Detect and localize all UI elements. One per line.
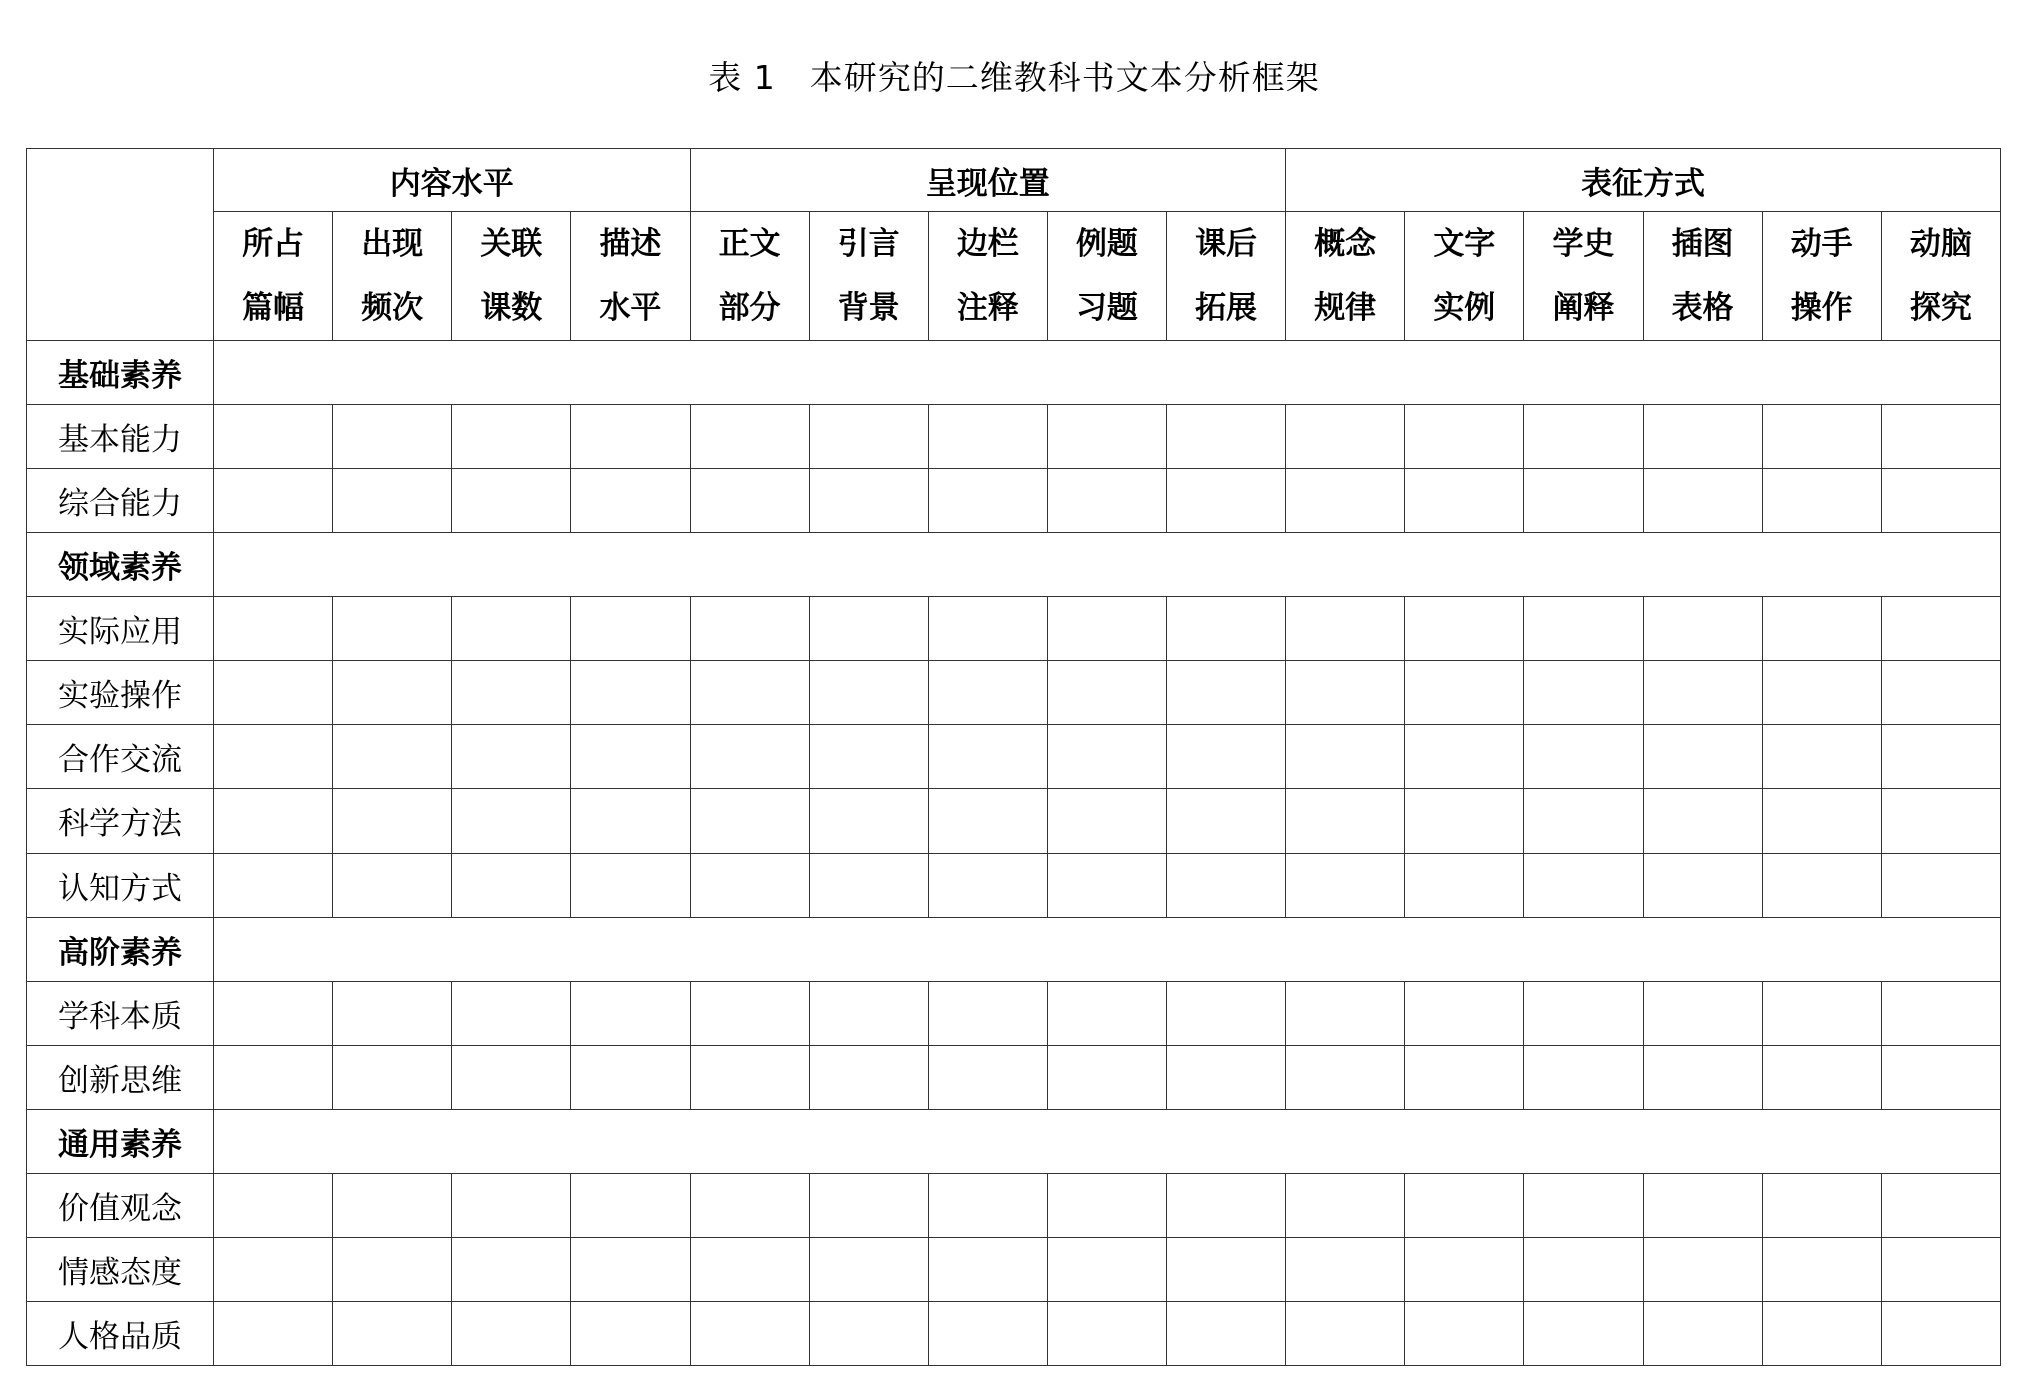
empty-cell [928, 853, 1047, 917]
empty-cell [1762, 1173, 1881, 1237]
subheader-cell [809, 212, 928, 341]
empty-cell [809, 1173, 928, 1237]
empty-cell [333, 405, 452, 469]
empty-cell [571, 1301, 690, 1365]
empty-cell [1524, 597, 1643, 661]
empty-cell [1643, 597, 1762, 661]
indicator-row [27, 853, 2001, 917]
indicator-row [27, 981, 2001, 1045]
empty-cell [1286, 1301, 1405, 1365]
empty-cell [452, 789, 571, 853]
empty-cell [333, 1045, 452, 1109]
category-label: 基础素养 [27, 341, 214, 405]
empty-cell [1762, 1237, 1881, 1301]
subheader-line: 拓展 [1195, 290, 1258, 326]
category-row [27, 533, 2001, 597]
subheader-cell [1286, 212, 1405, 341]
empty-cell [1405, 1045, 1524, 1109]
empty-cell [214, 661, 333, 725]
empty-cell [333, 725, 452, 789]
subheader-line: 概念 [1314, 226, 1377, 262]
header-group-row [27, 149, 2001, 212]
empty-cell [1762, 981, 1881, 1045]
subheader-cell [1762, 212, 1881, 341]
empty-cell [214, 725, 333, 789]
empty-cell [1762, 1045, 1881, 1109]
empty-cell [214, 405, 333, 469]
empty-cell [214, 1173, 333, 1237]
empty-cell [809, 1045, 928, 1109]
subheader-cell [1524, 212, 1643, 341]
empty-cell [452, 1045, 571, 1109]
subheader-line: 课数 [480, 290, 543, 326]
empty-cell [1286, 725, 1405, 789]
empty-cell [928, 1237, 1047, 1301]
subheader-line: 水平 [599, 290, 662, 326]
empty-cell [928, 661, 1047, 725]
empty-cell [571, 469, 690, 533]
indicator-label: 情感态度 [27, 1237, 214, 1301]
table-caption [0, 52, 2028, 99]
empty-cell [452, 853, 571, 917]
subheader-line: 部分 [718, 290, 781, 326]
empty-cell [1643, 1173, 1762, 1237]
subheader-line: 表格 [1671, 290, 1734, 326]
indicator-label: 学科本质 [27, 981, 214, 1045]
empty-cell [1405, 853, 1524, 917]
empty-cell [809, 597, 928, 661]
empty-cell [809, 469, 928, 533]
empty-cell [452, 1237, 571, 1301]
empty-cell [1524, 1301, 1643, 1365]
empty-cell [1524, 981, 1643, 1045]
empty-cell [1762, 1301, 1881, 1365]
category-label: 通用素养 [27, 1109, 214, 1173]
empty-cell [1524, 1237, 1643, 1301]
corner-cell [27, 149, 214, 341]
empty-cell [571, 981, 690, 1045]
empty-cell [1047, 1301, 1166, 1365]
subheader-line: 动脑 [1909, 226, 1972, 262]
empty-cell [1881, 981, 2000, 1045]
empty-cell [214, 469, 333, 533]
empty-cell [1286, 1045, 1405, 1109]
empty-cell [1881, 853, 2000, 917]
empty-cell [1643, 405, 1762, 469]
empty-cell [928, 789, 1047, 853]
empty-cell [1047, 725, 1166, 789]
empty-cell [333, 853, 452, 917]
empty-cell [1405, 405, 1524, 469]
subheader-cell [1643, 212, 1762, 341]
indicator-label: 人格品质 [27, 1301, 214, 1365]
table-title: 本研究的二维教科书文本分析框架 [809, 58, 1320, 97]
empty-cell [452, 1173, 571, 1237]
empty-cell [571, 597, 690, 661]
empty-cell [690, 661, 809, 725]
empty-cell [690, 981, 809, 1045]
subheader-line: 边栏 [956, 226, 1019, 262]
empty-cell [1286, 597, 1405, 661]
empty-cell [571, 725, 690, 789]
subheader-line: 操作 [1790, 290, 1853, 326]
empty-cell [928, 597, 1047, 661]
header-group-cell: 表征方式 [1286, 149, 2001, 212]
empty-cell [690, 597, 809, 661]
empty-cell [690, 1301, 809, 1365]
subheader-line: 实例 [1433, 290, 1496, 326]
subheader-cell [1047, 212, 1166, 341]
indicator-label: 认知方式 [27, 853, 214, 917]
indicator-row [27, 789, 2001, 853]
empty-cell [1643, 1301, 1762, 1365]
empty-cell [1762, 853, 1881, 917]
empty-cell [809, 405, 928, 469]
empty-cell [1167, 1301, 1286, 1365]
empty-cell [690, 1173, 809, 1237]
empty-cell [1405, 725, 1524, 789]
header-subheader-row [27, 212, 2001, 341]
empty-cell [1047, 597, 1166, 661]
subheader-line: 描述 [599, 226, 662, 262]
empty-cell [571, 789, 690, 853]
category-label: 高阶素养 [27, 917, 214, 981]
empty-cell [214, 1237, 333, 1301]
subheader-line: 背景 [837, 290, 900, 326]
empty-cell [690, 1045, 809, 1109]
empty-cell [809, 789, 928, 853]
header-group-cell: 内容水平 [214, 149, 691, 212]
subheader-line: 习题 [1075, 290, 1138, 326]
empty-cell [1524, 725, 1643, 789]
indicator-label: 合作交流 [27, 725, 214, 789]
subheader-cell [1405, 212, 1524, 341]
empty-cell [214, 597, 333, 661]
subheader-line: 课后 [1195, 226, 1258, 262]
empty-cell [690, 405, 809, 469]
empty-cell [1643, 789, 1762, 853]
subheader-cell [452, 212, 571, 341]
empty-cell [1762, 469, 1881, 533]
subheader-line: 正文 [718, 226, 781, 262]
category-row [27, 341, 2001, 405]
empty-cell [1405, 789, 1524, 853]
subheader-line: 注释 [956, 290, 1019, 326]
category-row [27, 1109, 2001, 1173]
empty-cell [333, 981, 452, 1045]
empty-cell [928, 1301, 1047, 1365]
indicator-label: 科学方法 [27, 789, 214, 853]
subheader-line: 篇幅 [242, 290, 305, 326]
empty-cell [1524, 405, 1643, 469]
subheader-cell [1167, 212, 1286, 341]
category-span-cell [214, 341, 2001, 405]
empty-cell [1881, 1301, 2000, 1365]
subheader-line: 阐释 [1552, 290, 1615, 326]
category-span-cell [214, 917, 2001, 981]
empty-cell [1047, 1045, 1166, 1109]
empty-cell [1405, 1301, 1524, 1365]
empty-cell [1524, 1045, 1643, 1109]
empty-cell [452, 469, 571, 533]
empty-cell [1167, 597, 1286, 661]
empty-cell [1167, 1045, 1286, 1109]
subheader-line: 引言 [837, 226, 900, 262]
empty-cell [1286, 661, 1405, 725]
empty-cell [1405, 1237, 1524, 1301]
empty-cell [333, 1301, 452, 1365]
category-span-cell [214, 533, 2001, 597]
empty-cell [571, 1237, 690, 1301]
subheader-cell [1881, 212, 2000, 341]
empty-cell [1524, 661, 1643, 725]
header-group-cell: 呈现位置 [690, 149, 1286, 212]
empty-cell [1643, 725, 1762, 789]
subheader-line: 学史 [1552, 226, 1615, 262]
empty-cell [690, 1237, 809, 1301]
category-span-cell [214, 1109, 2001, 1173]
empty-cell [1643, 853, 1762, 917]
empty-cell [1167, 981, 1286, 1045]
empty-cell [1047, 469, 1166, 533]
empty-cell [1286, 853, 1405, 917]
indicator-row [27, 405, 2001, 469]
subheader-cell [333, 212, 452, 341]
subheader-cell [928, 212, 1047, 341]
empty-cell [690, 469, 809, 533]
empty-cell [1762, 597, 1881, 661]
empty-cell [1881, 1173, 2000, 1237]
indicator-label: 创新思维 [27, 1045, 214, 1109]
empty-cell [809, 1301, 928, 1365]
empty-cell [1762, 789, 1881, 853]
subheader-cell [690, 212, 809, 341]
empty-cell [690, 725, 809, 789]
empty-cell [1762, 405, 1881, 469]
empty-cell [1643, 1045, 1762, 1109]
empty-cell [571, 1173, 690, 1237]
subheader-cell [214, 212, 333, 341]
indicator-row [27, 725, 2001, 789]
empty-cell [333, 789, 452, 853]
empty-cell [1405, 661, 1524, 725]
empty-cell [1405, 1173, 1524, 1237]
empty-cell [1524, 853, 1643, 917]
empty-cell [1881, 725, 2000, 789]
empty-cell [1405, 597, 1524, 661]
empty-cell [1286, 1237, 1405, 1301]
empty-cell [452, 597, 571, 661]
empty-cell [1881, 789, 2000, 853]
indicator-row [27, 1045, 2001, 1109]
empty-cell [1643, 469, 1762, 533]
empty-cell [809, 725, 928, 789]
indicator-label: 价值观念 [27, 1173, 214, 1237]
empty-cell [452, 661, 571, 725]
empty-cell [214, 1045, 333, 1109]
empty-cell [928, 725, 1047, 789]
empty-cell [1167, 1237, 1286, 1301]
indicator-row [27, 1237, 2001, 1301]
empty-cell [452, 405, 571, 469]
empty-cell [452, 981, 571, 1045]
empty-cell [571, 405, 690, 469]
empty-cell [928, 981, 1047, 1045]
empty-cell [1881, 1045, 2000, 1109]
empty-cell [1047, 1237, 1166, 1301]
empty-cell [928, 469, 1047, 533]
empty-cell [1524, 469, 1643, 533]
empty-cell [928, 1173, 1047, 1237]
empty-cell [1167, 469, 1286, 533]
subheader-line: 动手 [1790, 226, 1853, 262]
empty-cell [1167, 789, 1286, 853]
empty-cell [1524, 1173, 1643, 1237]
empty-cell [214, 853, 333, 917]
empty-cell [1286, 469, 1405, 533]
subheader-line: 插图 [1671, 226, 1734, 262]
empty-cell [1405, 981, 1524, 1045]
subheader-line: 关联 [480, 226, 543, 262]
empty-cell [571, 853, 690, 917]
empty-cell [214, 789, 333, 853]
empty-cell [690, 789, 809, 853]
subheader-line: 规律 [1314, 290, 1377, 326]
empty-cell [1643, 661, 1762, 725]
empty-cell [1167, 725, 1286, 789]
empty-cell [809, 853, 928, 917]
empty-cell [1167, 661, 1286, 725]
indicator-label: 实验操作 [27, 661, 214, 725]
empty-cell [1286, 981, 1405, 1045]
empty-cell [1881, 597, 2000, 661]
empty-cell [1881, 469, 2000, 533]
empty-cell [1286, 789, 1405, 853]
empty-cell [1762, 661, 1881, 725]
subheader-line: 例题 [1075, 226, 1138, 262]
empty-cell [333, 469, 452, 533]
empty-cell [928, 405, 1047, 469]
empty-cell [214, 981, 333, 1045]
empty-cell [1047, 789, 1166, 853]
subheader-cell [571, 212, 690, 341]
empty-cell [571, 1045, 690, 1109]
indicator-label: 实际应用 [27, 597, 214, 661]
empty-cell [1047, 661, 1166, 725]
indicator-row [27, 1301, 2001, 1365]
empty-cell [1047, 853, 1166, 917]
category-row [27, 917, 2001, 981]
subheader-line: 探究 [1909, 290, 1972, 326]
empty-cell [1167, 853, 1286, 917]
empty-cell [1762, 725, 1881, 789]
indicator-row [27, 661, 2001, 725]
empty-cell [214, 1301, 333, 1365]
empty-cell [1524, 789, 1643, 853]
empty-cell [1405, 469, 1524, 533]
table-number: 表 1 [708, 58, 776, 97]
empty-cell [571, 661, 690, 725]
indicator-label: 基本能力 [27, 405, 214, 469]
empty-cell [333, 1237, 452, 1301]
empty-cell [1286, 405, 1405, 469]
empty-cell [1047, 1173, 1166, 1237]
empty-cell [1643, 981, 1762, 1045]
empty-cell [1167, 1173, 1286, 1237]
empty-cell [1286, 1173, 1405, 1237]
empty-cell [809, 981, 928, 1045]
subheader-line: 所占 [242, 226, 305, 262]
analysis-framework-table [26, 148, 2001, 1366]
empty-cell [809, 661, 928, 725]
empty-cell [809, 1237, 928, 1301]
empty-cell [928, 1045, 1047, 1109]
subheader-line: 文字 [1433, 226, 1496, 262]
indicator-row [27, 469, 2001, 533]
category-label: 领域素养 [27, 533, 214, 597]
empty-cell [1047, 981, 1166, 1045]
empty-cell [1881, 405, 2000, 469]
empty-cell [333, 1173, 452, 1237]
empty-cell [690, 853, 809, 917]
empty-cell [333, 661, 452, 725]
empty-cell [333, 597, 452, 661]
empty-cell [1881, 1237, 2000, 1301]
indicator-row [27, 597, 2001, 661]
subheader-line: 出现 [361, 226, 424, 262]
empty-cell [452, 725, 571, 789]
empty-cell [1047, 405, 1166, 469]
empty-cell [452, 1301, 571, 1365]
indicator-row [27, 1173, 2001, 1237]
subheader-line: 频次 [361, 290, 424, 326]
empty-cell [1881, 661, 2000, 725]
empty-cell [1643, 1237, 1762, 1301]
indicator-label: 综合能力 [27, 469, 214, 533]
empty-cell [1167, 405, 1286, 469]
